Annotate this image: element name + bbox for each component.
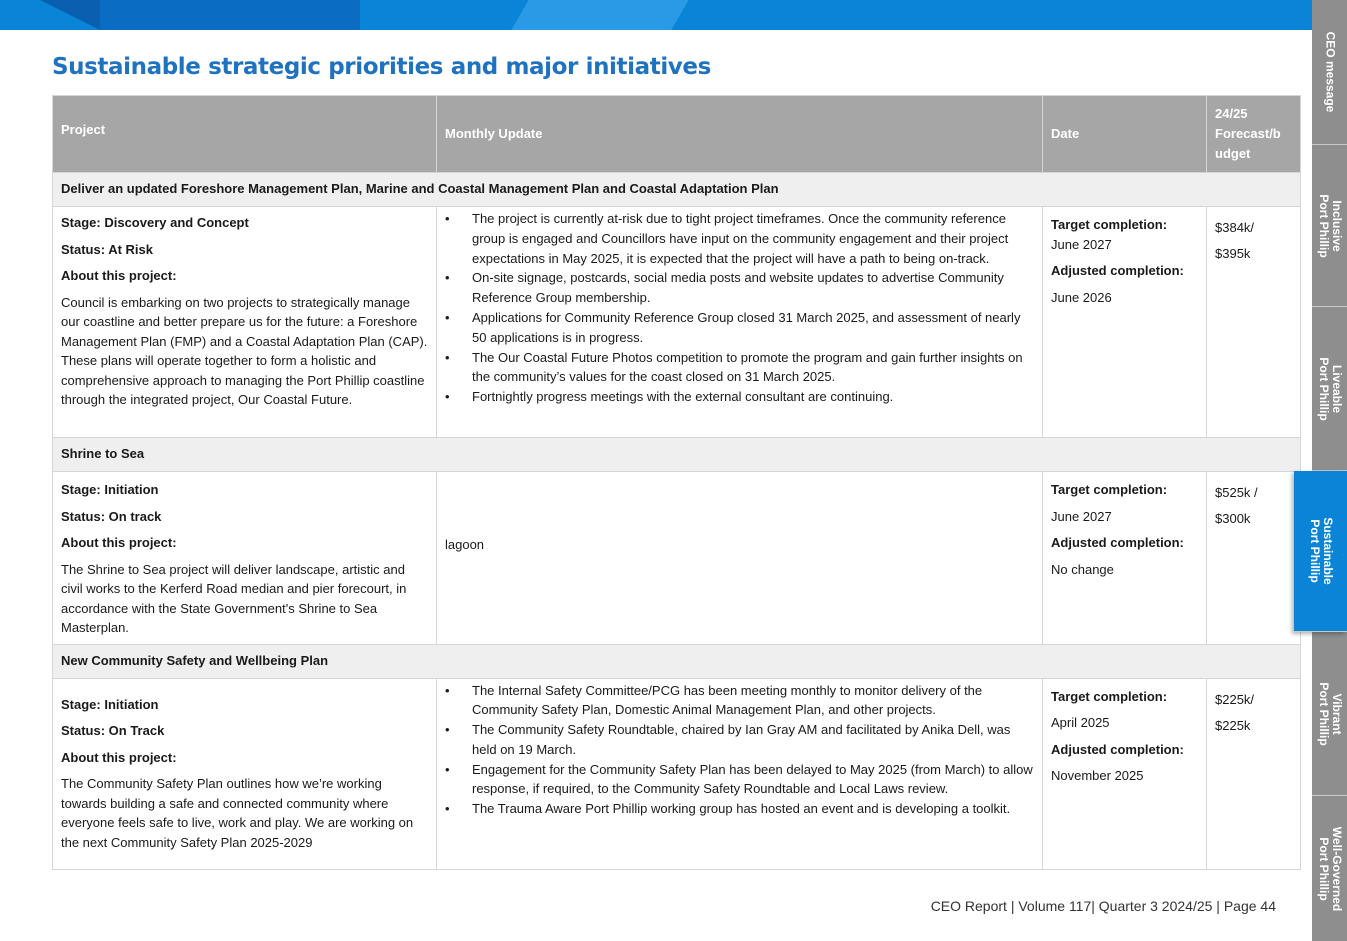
about-label: About this project: [61, 535, 177, 550]
project-stage: Stage: Initiation [61, 696, 159, 712]
initiatives-table [52, 95, 1301, 870]
adjusted-label: Adjusted completion: [1051, 263, 1184, 278]
tab-inclusive-port-phillip[interactable] [1312, 145, 1347, 307]
update-cell [437, 678, 1043, 869]
section-row [53, 438, 1301, 472]
project-stage: Stage: Discovery and Concept [61, 215, 249, 230]
budget-forecast: $225k/ [1215, 691, 1255, 707]
target-label: Target completion: [1051, 217, 1168, 232]
header-monthly-update: Monthly Update [437, 96, 1043, 173]
banner-shape [40, 0, 100, 30]
project-status: Status: At Risk [61, 241, 153, 257]
target-date: April 2025 [1051, 715, 1110, 730]
top-banner [0, 0, 1312, 30]
budget-cell [1207, 207, 1301, 438]
project-stage: Stage: Initiation [61, 482, 159, 497]
budget-amount: $300k [1215, 511, 1251, 526]
list-item: • The Community Safety Roundtable, chaired by Ian Gray AM and facilitated by Anika Dell, was held on 19 March. [445, 720, 1034, 760]
table-row [53, 678, 1301, 869]
list-item: • On-site signage, postcards, social media posts and website updates to advertise Community Reference Group membership. [445, 268, 1034, 308]
project-cell [53, 207, 437, 438]
list-item: • The Internal Safety Committee/PCG has been meeting monthly to monitor delivery of the Community Safety Plan, Domestic Animal Management Plan, and other projects. [445, 681, 1034, 721]
date-cell [1043, 472, 1207, 645]
tab-ceo-message[interactable] [1312, 0, 1347, 145]
adjusted-date: June 2026 [1051, 289, 1112, 305]
date-cell [1043, 678, 1207, 869]
adjusted-date: November 2025 [1051, 768, 1144, 783]
table-row [53, 472, 1301, 645]
table-header-row [53, 96, 1301, 173]
tab-label: Liveable Port Phillip [1316, 356, 1344, 421]
target-label: Target completion: [1051, 482, 1168, 497]
tab-sustainable-port-phillip[interactable] [1294, 471, 1347, 632]
header-date: Date [1043, 96, 1207, 173]
list-item: • Applications for Community Reference Group closed 31 March 2025, and assessment of nearly 50 applications is in progress. [445, 308, 1034, 348]
update-text: lagoon [445, 537, 485, 552]
project-cell [53, 678, 437, 869]
list-item: • The Our Coastal Future Photos competition to promote the program and gain further insights on the community’s values for the coast closed on 31 March 2025. [445, 348, 1034, 388]
about-text: The Community Safety Plan outlines how we’re working towards building a safe and connected community where everyone feels safe to live, work and play. We are working on the next Community Safety Plan 2025-2029 [61, 776, 414, 850]
budget-cell [1207, 472, 1301, 645]
banner-shape [511, 0, 688, 30]
page-title: Sustainable strategic priorities and major initiatives [52, 54, 711, 80]
project-cell [53, 472, 437, 645]
tab-label: Inclusive Port Phillip [1316, 193, 1344, 258]
list-item: • Engagement for the Community Safety Plan has been delayed to May 2025 (from March) to allow response, if required, to the Community Safety Roundtable and Local Laws review. [445, 760, 1034, 800]
target-date: June 2027 [1051, 508, 1112, 524]
section-title: Deliver an updated Foreshore Management Plan, Marine and Coastal Management Plan and Coastal Adaptation Plan [53, 173, 1301, 207]
project-status: Status: On track [61, 508, 162, 524]
update-list [445, 681, 1034, 820]
project-status: Status: On Track [61, 723, 165, 738]
list-item: • The project is currently at-risk due to tight project timeframes. Once the community reference group is engaged and Councillors have input on the community engagement and their project expectations in May 2025, it is expected that the project will have a path to being on-track. [445, 209, 1034, 268]
page-footer: CEO Report | Volume 117| Quarter 3 2024/25 | Page 44 [930, 898, 1276, 914]
adjusted-date: No change [1051, 561, 1114, 577]
about-text: Council is embarking on two projects to strategically manage our coastline and better prepare us for the future: a Foreshore Management Plan (FMP) and a Coastal Adaptation Plan (CAP). These plans will operate together to form a holistic and comprehensive approach to managing the Port Phillip coastline through the integrated project, Our Coastal Future. [61, 294, 428, 407]
tab-label: Well-Governed Port Phillip [1316, 826, 1344, 911]
tab-label: Sustainable Port Phillip [1307, 517, 1335, 585]
budget-forecast: $525k / [1215, 485, 1258, 500]
section-title: New Community Safety and Wellbeing Plan [53, 644, 1301, 678]
budget-cell [1207, 678, 1301, 869]
update-list [445, 209, 1034, 407]
tab-well-governed-port-phillip[interactable] [1312, 796, 1347, 941]
section-title: Shrine to Sea [53, 438, 1301, 472]
target-date: June 2027 [1051, 236, 1112, 252]
tab-vibrant-port-phillip[interactable] [1312, 632, 1347, 796]
about-label: About this project: [61, 749, 177, 765]
about-label: About this project: [61, 268, 177, 283]
banner-shape [100, 0, 360, 30]
section-row [53, 173, 1301, 207]
budget-forecast: $384k/ [1215, 220, 1255, 235]
section-row [53, 644, 1301, 678]
update-cell [437, 472, 1043, 645]
table-row [53, 207, 1301, 438]
budget-amount: $225k [1215, 717, 1251, 733]
update-cell [437, 207, 1043, 438]
adjusted-label: Adjusted completion: [1051, 535, 1184, 550]
date-cell [1043, 207, 1207, 438]
about-text: The Shrine to Sea project will deliver landscape, artistic and civil works to the Kerferd Road median and pier forecourt, in accordance with the State Government's Shrine to Sea Masterplan. [61, 561, 407, 635]
list-item: • The Trauma Aware Port Phillip working group has hosted an event and is developing a toolkit. [445, 799, 1034, 819]
header-budget: 24/25 Forecast/b udget [1207, 96, 1301, 173]
header-project: Project [53, 96, 437, 173]
tab-label: CEO message [1323, 31, 1337, 113]
list-item: • Fortnightly progress meetings with the external consultant are continuing. [445, 387, 1034, 407]
tab-liveable-port-phillip[interactable] [1312, 307, 1347, 471]
adjusted-label: Adjusted completion: [1051, 741, 1184, 757]
budget-amount: $395k [1215, 246, 1251, 261]
side-tab-nav [1307, 0, 1347, 941]
target-label: Target completion: [1051, 688, 1168, 704]
tab-label: Vibrant Port Phillip [1316, 681, 1344, 746]
